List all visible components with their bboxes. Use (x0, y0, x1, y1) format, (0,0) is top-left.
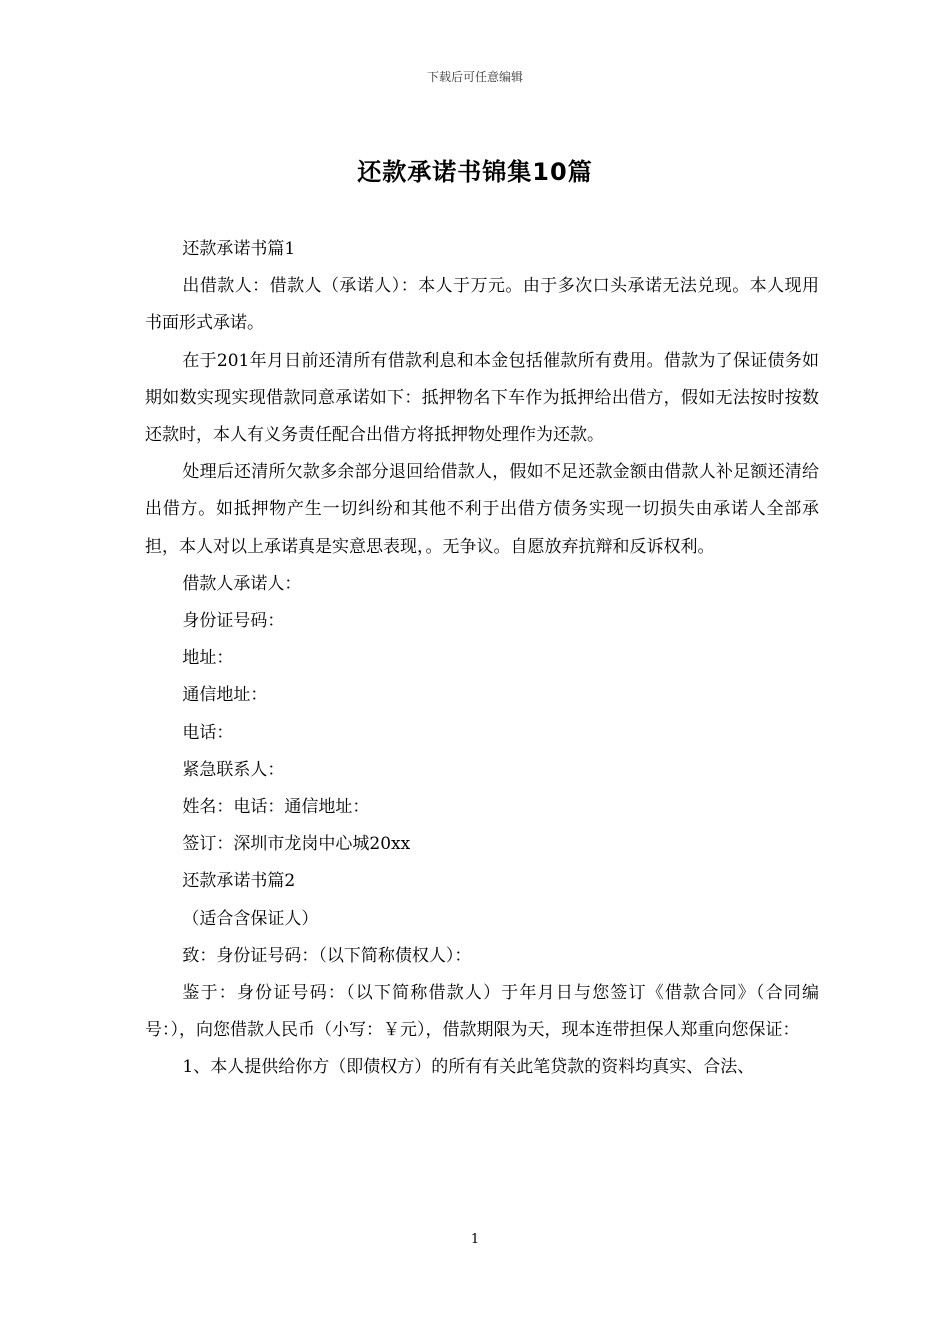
field-phone: 电话： (182, 722, 234, 743)
page-number: 1 (470, 1232, 480, 1247)
field-contact-details: 姓名：电话：通信地址： (182, 797, 370, 818)
document-title: 还款承诺书锦集10篇 (357, 158, 593, 186)
document-body (145, 231, 819, 1087)
page-header-note: 下载后可任意编辑 (426, 70, 523, 84)
paragraph: 在于201年月日前还清所有借款利息和本金包括催款所有费用。借款为了保证债务如期如数实现实现借款同意承诺如下：抵押物名下车作为抵押给出借方，假如无法按时按数还款时，本人有义务责任配合出借方将抵押物处理作为还款。 (145, 350, 819, 446)
paragraph-addressee: 致：身份证号码：（以下简称债权人）： (182, 945, 472, 966)
field-borrower: 借款人承诺人： (182, 573, 302, 594)
field-id-number: 身份证号码： (182, 611, 285, 632)
paragraph: 鉴于：身份证号码：（以下简称借款人）于年月日与您签订《借款合同》（合同编号：），向您借款人民币（小写：￥元），借款期限为天，现本连带担保人郑重向您保证： (145, 983, 819, 1041)
field-address: 地址： (182, 648, 234, 669)
paragraph: 处理后还清所欠款多余部分退回给借款人，假如不足还款金额由借款人补足额还清给出借方。如抵押物产生一切纠纷和其他不利于出借方债务实现一切损失由承诺人全部承担，本人对以上承诺真是实意思表现，。无争议。自愿放弃抗辩和反诉权利。 (145, 462, 819, 557)
field-mailing-address: 通信地址： (182, 685, 268, 706)
paragraph: 1、本人提供给你方（即债权方）的所有有关此笔贷款的资料均真实、合法、 (182, 1057, 755, 1078)
field-signed-at: 签订：深圳市龙岗中心城20xx (182, 834, 411, 855)
paragraph: 出借款人：借款人（承诺人）：本人于万元。由于多次口头承诺无法兑现。本人现用书面形式承诺。 (145, 276, 819, 334)
paragraph-subheading: （适合含保证人） (182, 908, 319, 929)
field-emergency-contact: 紧急联系人： (182, 759, 285, 780)
paragraph-section-heading-2: 还款承诺书篇2 (182, 871, 296, 892)
paragraph-section-heading-1: 还款承诺书篇1 (182, 239, 296, 259)
